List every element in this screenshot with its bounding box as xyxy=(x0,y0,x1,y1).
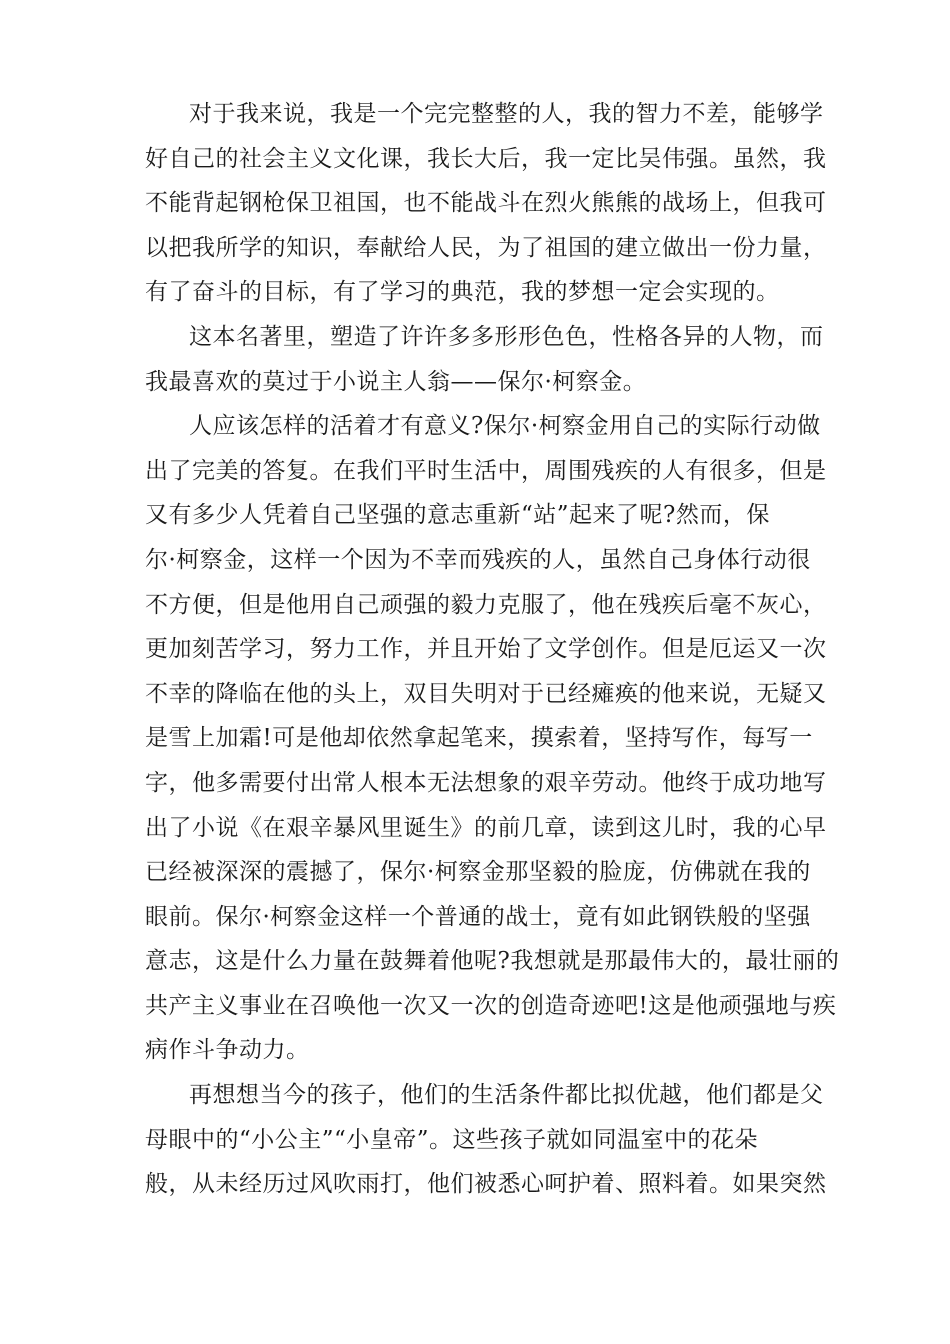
paragraph-line: 出了完美的答复。在我们平时生活中，周围残疾的人有很多，但是 xyxy=(145,457,827,484)
paragraph-line: 不幸的降临在他的头上，双目失明对于已经瘫痪的他来说，无疑又 xyxy=(145,680,827,707)
paragraph-line: 好自己的社会主义文化课，我长大后，我一定比吴伟强。虽然，我 xyxy=(145,145,827,172)
paragraph-line: 已经被深深的震撼了，保尔·柯察金那坚毅的脸庞，仿佛就在我的 xyxy=(145,859,811,886)
paragraph-line: 以把我所学的知识，奉献给人民，为了祖国的建立做出一份力量， xyxy=(145,234,827,261)
paragraph-line: 字，他多需要付出常人根本无法想象的艰辛劳动。他终于成功地写 xyxy=(145,769,827,796)
paragraph-line: 尔·柯察金，这样一个因为不幸而残疾的人，虽然自己身体行动很 xyxy=(145,546,811,573)
paragraph-line: 病作斗争动力。 xyxy=(145,1037,310,1064)
paragraph-line: 我最喜欢的莫过于小说主人翁——保尔·柯察金。 xyxy=(145,368,647,395)
paragraph-line: 又有多少人凭着自己坚强的意志重新“站”起来了呢?然而，保 xyxy=(145,502,770,529)
paragraph-line: 母眼中的“小公主”“小皇帝”。这些孩子就如同温室中的花朵 xyxy=(145,1126,759,1153)
paragraph-line: 出了小说《在艰辛暴风里诞生》的前几章，读到这儿时，我的心早 xyxy=(145,814,827,841)
paragraph-line: 更加刻苦学习，努力工作，并且开始了文学创作。但是厄运又一次 xyxy=(145,636,827,663)
paragraph-line: 不能背起钢枪保卫祖国，也不能战斗在烈火熊熊的战场上，但我可 xyxy=(145,190,827,217)
paragraph-line: 是雪上加霜!可是他却依然拿起笔来，摸索着，坚持写作，每写一 xyxy=(145,725,813,752)
paragraph-line: 再想想当今的孩子，他们的生活条件都比拟优越，他们都是父 xyxy=(189,1082,824,1109)
paragraph-line: 般，从未经历过风吹雨打，他们被悉心呵护着、照料着。如果突然 xyxy=(145,1171,827,1198)
paragraph-line: 意志，这是什么力量在鼓舞着他呢?我想就是那最伟大的，最壮丽的 xyxy=(145,948,840,975)
document-body xyxy=(145,92,840,1207)
paragraph-line: 眼前。保尔·柯察金这样一个普通的战士，竟有如此钢铁般的坚强 xyxy=(145,903,811,930)
paragraph-line: 有了奋斗的目标，有了学习的典范，我的梦想一定会实现的。 xyxy=(145,279,780,306)
paragraph-line: 不方便，但是他用自己顽强的毅力克服了，他在残疾后毫不灰心， xyxy=(145,591,827,618)
paragraph-line: 共产主义事业在召唤他一次又一次的创造奇迹吧!这是他顽强地与疾 xyxy=(145,992,837,1019)
paragraph-line: 对于我来说，我是一个完完整整的人，我的智力不差，能够学 xyxy=(189,101,824,127)
paragraph-line: 人应该怎样的活着才有意义?保尔·柯察金用自己的实际行动做 xyxy=(189,413,821,440)
paragraph-line: 这本名著里，塑造了许许多多形形色色，性格各异的人物，而 xyxy=(189,323,824,350)
